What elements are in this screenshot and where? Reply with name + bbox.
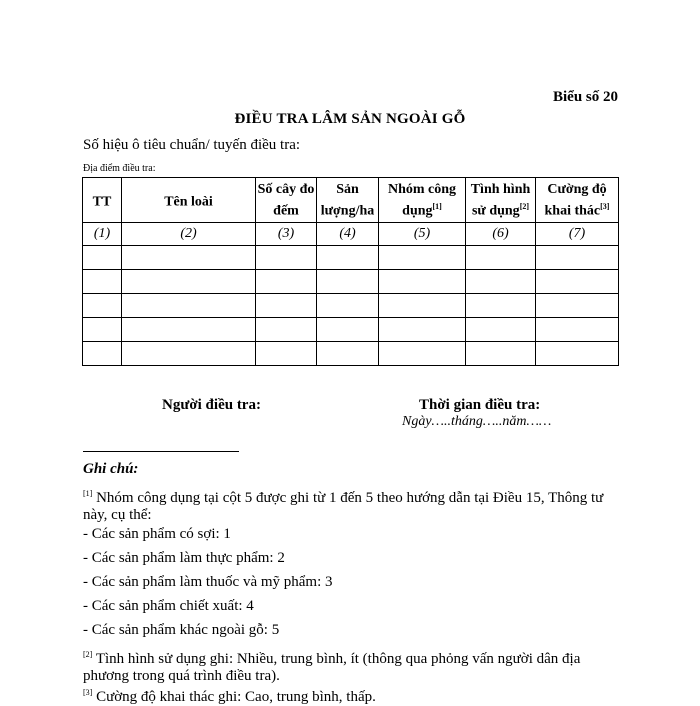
- table-cell[interactable]: [536, 270, 619, 294]
- table-cell[interactable]: [466, 342, 536, 366]
- table-row: [83, 294, 619, 318]
- header-cell: Cường độ khai thác[3]: [536, 178, 619, 223]
- list-item: - Các sản phẩm có sợi: 1: [83, 526, 231, 542]
- column-number: (1): [83, 223, 122, 246]
- footnote-divider: [83, 451, 239, 452]
- table-cell[interactable]: [317, 246, 379, 270]
- column-number: (6): [466, 223, 536, 246]
- table-cell[interactable]: [122, 342, 256, 366]
- survey-table: [82, 177, 619, 366]
- table-cell[interactable]: [317, 294, 379, 318]
- table-cell[interactable]: [379, 294, 466, 318]
- table-cell[interactable]: [256, 342, 317, 366]
- note-2: [2] Tình hình sử dụng ghi: Nhiều, trung bình, ít (thông qua phỏng vấn người dân địa phương trong quá trình điều tra).: [83, 650, 581, 684]
- header-cell: TT: [83, 178, 122, 223]
- table-cell[interactable]: [83, 342, 122, 366]
- table-cell[interactable]: [256, 294, 317, 318]
- column-number: (7): [536, 223, 619, 246]
- table-cell[interactable]: [536, 342, 619, 366]
- page-title: ĐIỀU TRA LÂM SẢN NGOÀI GỖ: [234, 111, 466, 127]
- table-cell[interactable]: [317, 318, 379, 342]
- column-number: (5): [379, 223, 466, 246]
- table-cell[interactable]: [536, 294, 619, 318]
- header-cell: Nhóm công dụng[1]: [379, 178, 466, 223]
- table-header-row: [83, 178, 619, 223]
- table-cell[interactable]: [122, 246, 256, 270]
- table-cell[interactable]: [466, 270, 536, 294]
- table-cell[interactable]: [317, 342, 379, 366]
- table-cell[interactable]: [317, 270, 379, 294]
- table-cell[interactable]: [122, 294, 256, 318]
- header-cell: Sản lượng/ha: [317, 178, 379, 223]
- table-cell[interactable]: [466, 318, 536, 342]
- table-cell[interactable]: [83, 270, 122, 294]
- table-cell[interactable]: [83, 246, 122, 270]
- table-row: [83, 318, 619, 342]
- column-number: (3): [256, 223, 317, 246]
- table-cell[interactable]: [122, 270, 256, 294]
- note-ref: [2]: [83, 650, 93, 659]
- table-cell[interactable]: [122, 318, 256, 342]
- table-cell[interactable]: [536, 318, 619, 342]
- note-ref: [3]: [83, 688, 93, 697]
- column-number: (2): [122, 223, 256, 246]
- plot-id-label: Số hiệu ô tiêu chuẩn/ tuyến điều tra:: [83, 137, 301, 153]
- table-cell[interactable]: [256, 270, 317, 294]
- note-3: [3] Cường độ khai thác ghi: Cao, trung bình, thấp.: [83, 688, 376, 705]
- table-row: [83, 342, 619, 366]
- table-cell[interactable]: [466, 246, 536, 270]
- list-item: - Các sản phẩm làm thực phẩm: 2: [83, 550, 285, 566]
- column-number-row: [83, 223, 619, 246]
- date-placeholder: Ngày…..tháng…..năm……: [402, 414, 552, 429]
- column-number: (4): [317, 223, 379, 246]
- note-ref: [1]: [83, 489, 93, 498]
- table-cell[interactable]: [536, 246, 619, 270]
- location-label: Địa điểm điều tra:: [83, 163, 156, 174]
- table-cell[interactable]: [379, 246, 466, 270]
- form-number: Biểu số 20: [552, 89, 618, 105]
- table-row: [83, 270, 619, 294]
- list-item: - Các sản phẩm chiết xuất: 4: [83, 598, 254, 614]
- list-item: - Các sản phẩm làm thuốc và mỹ phẩm: 3: [83, 574, 333, 590]
- table-cell[interactable]: [466, 294, 536, 318]
- table-cell[interactable]: [256, 318, 317, 342]
- table-cell[interactable]: [379, 342, 466, 366]
- note-1: [1] Nhóm công dụng tại cột 5 được ghi từ 1 đến 5 theo hướng dẫn tại Điều 15, Thông tư này, cụ thể:: [83, 489, 604, 523]
- table-cell[interactable]: [83, 318, 122, 342]
- header-cell: Tên loài: [122, 178, 256, 223]
- notes-heading: Ghi chú:: [83, 461, 139, 477]
- header-cell: Số cây đo đếm: [256, 178, 317, 223]
- surveyor-label: Người điều tra:: [162, 397, 261, 413]
- header-cell: Tình hình sử dụng[2]: [466, 178, 536, 223]
- survey-time-label: Thời gian điều tra:: [419, 397, 541, 413]
- table-row: [83, 246, 619, 270]
- table-cell[interactable]: [83, 294, 122, 318]
- table-cell[interactable]: [379, 318, 466, 342]
- table-cell[interactable]: [256, 246, 317, 270]
- list-item: - Các sản phẩm khác ngoài gỗ: 5: [83, 622, 280, 638]
- table-cell[interactable]: [379, 270, 466, 294]
